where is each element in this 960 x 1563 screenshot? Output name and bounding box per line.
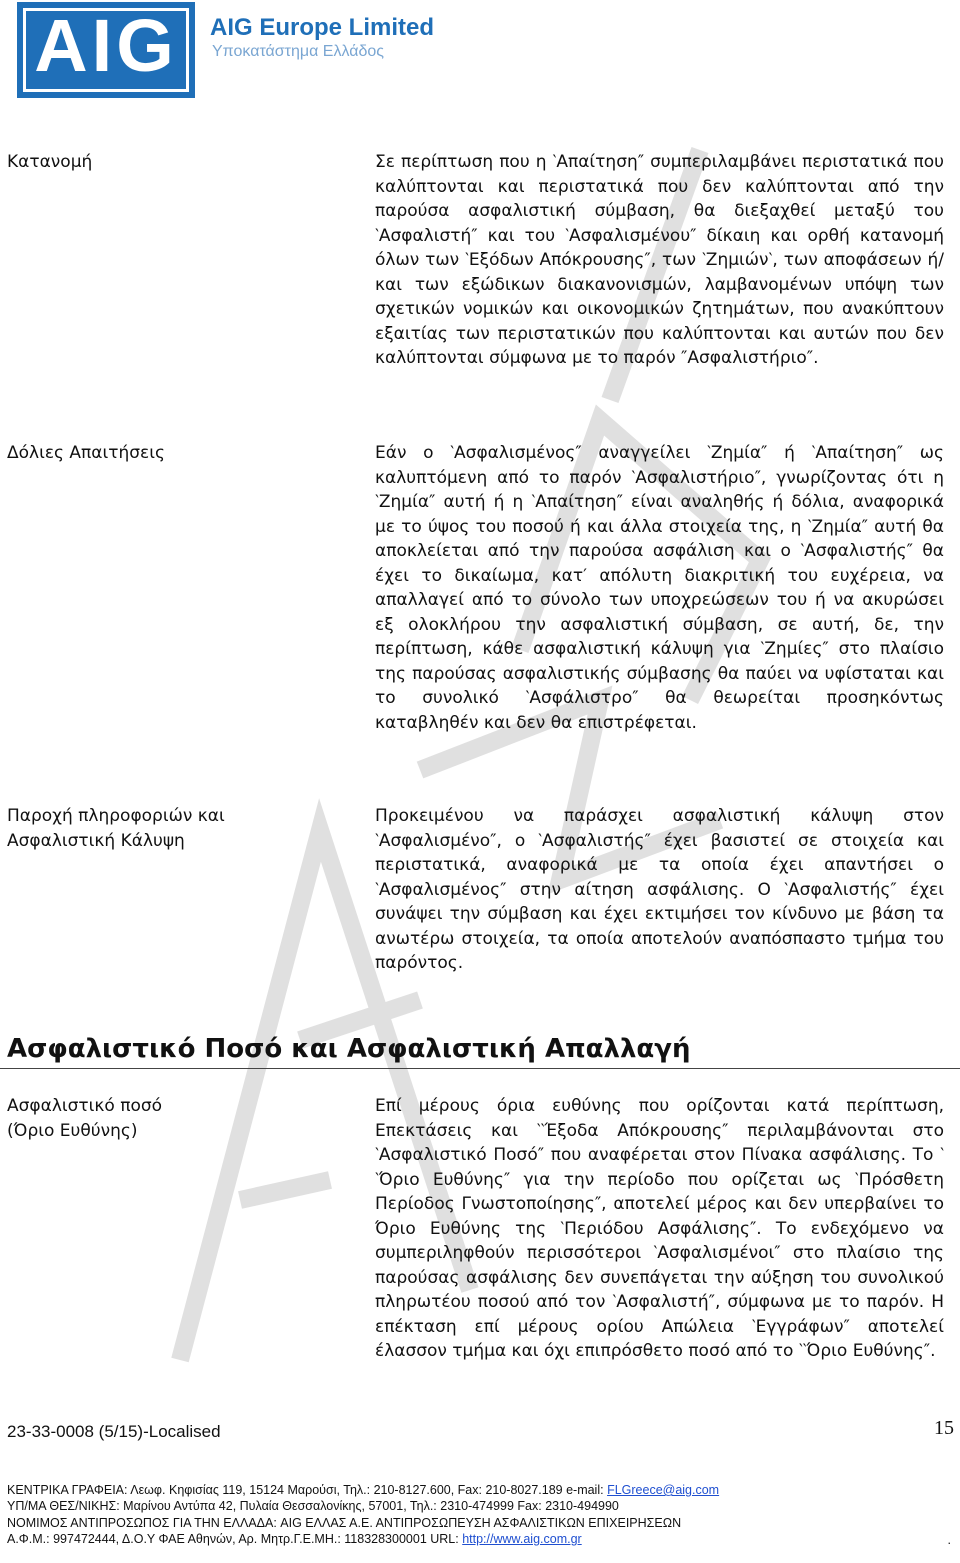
- footer-line-2: ΥΠ/ΜΑ ΘΕΣ/ΝΙΚΗΣ: Μαρίνου Αντύπα 42, Πυλαία Θεσσαλονίκης, 57001, Τηλ.: 2310-474999 Fax: 2310-494990: [7, 1499, 619, 1514]
- footer: [7, 1482, 957, 1548]
- heading-rule: [0, 1068, 960, 1069]
- footer-url-link[interactable]: http://www.aig.com.gr: [462, 1532, 582, 1547]
- footer-registry-text: Α.Φ.Μ.: 997472444, Δ.Ο.Υ ΦΑΕ Αθηνών, Αρ. Μητρ.Γ.Ε.ΜΗ.: 118328300001 URL:: [7, 1532, 463, 1547]
- logo-text: AIG: [34, 4, 178, 87]
- footer-address-text: ΚΕΝΤΡΙΚΑ ΓΡΑΦΕΙΑ: Λεωφ. Κηφισίας 119, 15124 Μαρούσι, Τηλ.: 210-8127.600, Fax: 210-8027.189 e-mail:: [7, 1483, 608, 1497]
- footer-line-1: [7, 1482, 957, 1498]
- watermark-stroke: [240, 1180, 330, 1200]
- section-label-allocation: Κατανομή: [7, 152, 93, 172]
- footer-trailing-mark: .: [947, 1533, 951, 1547]
- footer-line-3: ΝΟΜΙΜΟΣ ΑΝΤΙΠΡΟΣΩΠΟΣ ΓΙΑ ΤΗΝ ΕΛΛΑΔΑ: AIG ΕΛΛΑΣ Α.Ε. ΑΝΤΙΠΡΟΣΩΠΕΥΣΗ ΑΣΦΑΛΙΣΤΙΚΩΝ ΕΠΙΧΕΙΡΗΣΕΩΝ: [7, 1515, 682, 1530]
- section-label-fraudulent-claims: Δόλιες Απαιτήσεις: [7, 443, 165, 463]
- section-text-fraudulent-claims: Εάν ο ‵Ασφαλισμένος″ αναγγείλει ‵Ζημία″ ή ‵Απαίτηση″ ως καλυπτόμενη από το παρόν ‵Ασφαλιστήριο″, γνωρίζοντας ότι η ‵Ζημία″ αυτή ή η ‵Απαίτηση″ είναι αναληθής ή δόλια, αναφορικά με το ύψος του ποσού ή και άλλα στοιχεία της, η ‵Ζημία″ αυτή θα αποκλείεται από την παρούσα ασφάλιση και ο ‵Ασφαλιστής″ θα έχει το δικαίωμα, κατ′ απόλυτη διακριτική του ευχέρεια, να απαλλαγεί από το σύνολο των υποχρεώσεων του ή να ακυρώσει εξ ολοκλήρου την ασφαλιστική σύμβαση, σε αυτή, δε, την περίπτωση, κάθε ασφαλιστική κάλυψη για ‵Ζημίες″ στο πλαίσιο της παρούσας ασφαλιστικής σύμβασης θα παύει να υφίσταται και το συνολικό ‵Ασφάλιστρο″ θα θεωρείται προσηκόντως καταβληθέν και δεν θα επιστρέφεται.: [375, 443, 944, 733]
- footer-email-link[interactable]: FLGreece@aig.com: [607, 1483, 720, 1497]
- section-text-insured-amount: Επί μέρους όρια ευθύνης που ορίζονται κατά περίπτωση, Επεκτάσεις και ‵‵Έξοδα Απόκρουσης″ περιλαμβάνονται στο ‵Ασφαλιστικό Ποσό″ που αναφέρεται στον Πίνακα ασφάλισης. Το ‵‵Όριο Ευθύνης″ για την περίοδο που ορίζεται ως ‵Πρόσθετη Περίοδος Γνωστοποίησης″, αποτελεί μέρος και δεν υπερβαίνει το Όριο Ευθύνης της ‵Περιόδου Ασφάλισης″. Το ενδεχόμενο να συμπεριληφθούν περισσότεροι ‵Ασφαλισμένοι″ στο πλαίσιο της παρούσας ασφάλισης δεν συνεπάγεται την αύξηση του συνολικού πληρωτέου ποσού από τον ‵Ασφαλιστή″, σύμφωνα με το παρόν. Η επέκταση επί μέρους ορίου Απώλεια ‵Εγγράφων″ αποτελεί έλασσον τμήμα και όχι επιπρόσθετο ποσό από το ‵‵Όριο Ευθύνης″.: [375, 1096, 944, 1361]
- watermark-text: ΑΣΦΑΛΕΙΑ: [454, 772, 506, 783]
- document-code: 23-33-0008 (5/15)-Localised: [7, 1422, 221, 1441]
- section-text-allocation: Σε περίπτωση που η ‵Απαίτηση″ συμπεριλαμβάνει περιστατικά που καλύπτονται και περιστατικά που δεν καλύπτονται από την παρούσα ασφαλιστική σύμβαση, θα διεξαχθεί μεταξύ του ‵Ασφαλιστή″ και του ‵Ασφαλισμένου″ δίκαιη και ορθή κατανομή όλων των ‵Εξόδων Απόκρουσης″, των ‵Ζημιών‵, των αποφάσεων ή/και των εξώδικων διακανονισμών, λαμβανομένων υπόψη των σχετικών νομικών και οικονομικών ζητημάτων, που ανακύπτουν εξαιτίας των περιστατικών που καλύπτονται και αυτών που δεν καλύπτονται σύμφωνα με το παρόν ″Ασφαλιστήριο″.: [375, 152, 944, 368]
- footer-line-4: [7, 1531, 957, 1547]
- page-number: 15: [934, 1417, 954, 1439]
- section-heading: Ασφαλιστικό Ποσό και Ασφαλιστική Απαλλαγή: [7, 1034, 691, 1064]
- company-name: AIG Europe Limited: [210, 14, 435, 41]
- section-text-information-coverage: Προκειμένου να παράσχει ασφαλιστική κάλυψη στον ‵Ασφαλισμένο″, ο ‵Ασφαλιστής″ έχει βασιστεί σε στοιχεία και περιστατικά, αναφορικά με τα οποία έχει απαντήσει ο ‵Ασφαλισμένος″ στην αίτηση ασφάλισης. Ο ‵Ασφαλιστής″ έχει συνάψει την σύμβαση και έχει εκτιμήσει τον κίνδυνο με βάση τα ανωτέρω στοιχεία, τα οποία αποτελούν αναπόσπαστο τμήμα του παρόντος.: [375, 806, 944, 973]
- branch-name: Υποκατάστημα Ελλάδος: [212, 43, 384, 60]
- section-label-insured-amount: Ασφαλιστικό ποσό (Όριο Ευθύνης): [7, 1096, 163, 1141]
- aig-logo: [17, 2, 195, 98]
- section-label-information-coverage: Παροχή πληροφοριών και Ασφαλιστική Κάλυψη: [7, 806, 225, 851]
